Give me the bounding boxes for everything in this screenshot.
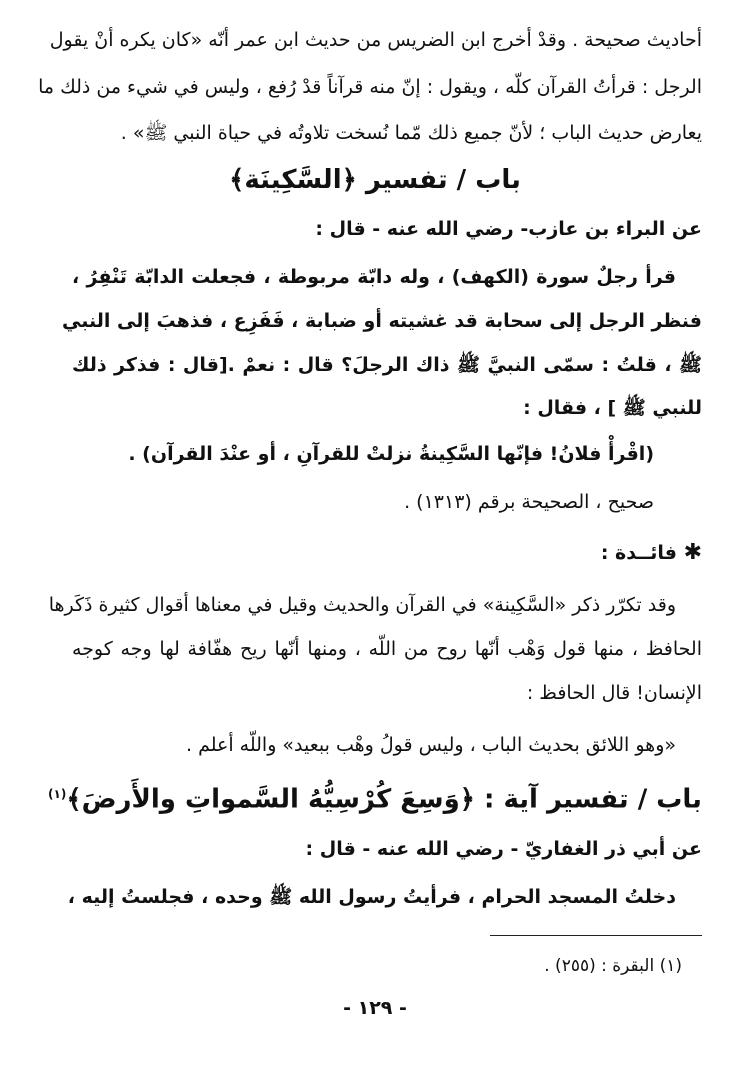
- quote-line: «وهو اللائق بحديث الباب ، وليس قولُ وهْب ببعيد» واللّه أعلم .: [186, 734, 676, 756]
- hadith-quote: (اقْرأْ فلانُ! فإنّها السَّكِينةُ نزلتْ للقرآنِ ، أو عنْدَ القرآن) .: [128, 443, 654, 465]
- star-icon: ✱: [683, 540, 702, 565]
- footnote-divider: [490, 935, 702, 936]
- text-line: الرجل : قرأتُ القرآن كلّه ، ويقول : إنّ منه قرآناً قدْ رُفع ، وليس في شيء من ذلك ما: [38, 76, 702, 98]
- footnote-marker: (١): [48, 787, 67, 801]
- hadith-grading: صحيح ، الصحيحة برقم (١٣١٣) .: [404, 491, 654, 513]
- hadith-text-line: قرأ رجلٌ سورة (الكهف) ، وله دابّة مربوطة ، فجعلت الدابّة تَنْفِرُ ،: [72, 266, 676, 288]
- text-line: الحافظ ، منها قول وَهْب أنّها روح من اللّه ، ومنها أنّها ريح هفّافة لها وجه كوجه: [72, 638, 702, 660]
- benefit-heading-label: فائــدة :: [600, 542, 677, 564]
- chapter-heading-text: باب / تفسير آية : ﴿وَسِعَ كُرْسِيُّهُ السَّمواتِ والأَرضَ﴾: [66, 784, 702, 815]
- hadith-narrator: عن أبي ذر الغفاريّ - رضي الله عنه - قال :: [305, 838, 702, 860]
- text-line: أحاديث صحيحة . وقدْ أخرج ابن الضريس من حديث ابن عمر أنّه «كان يكره أنْ يقول: [49, 29, 702, 51]
- hadith-text-line: دخلتُ المسجد الحرام ، فرأيتُ رسول الله ﷺ وحده ، فجلستُ إليه ،: [67, 886, 676, 908]
- footnote: (١) البقرة : (٢٥٥) .: [544, 956, 682, 976]
- hadith-text-line: للنبي ﷺ ] ، فقال :: [523, 397, 702, 419]
- text-line: الإنسان! قال الحافظ :: [526, 682, 702, 704]
- text-line: يعارض حديث الباب ؛ لأنّ جميع ذلك مّما نُسخت تلاوتُه في حياة النبي ﷺ» .: [120, 122, 702, 144]
- chapter-heading: باب / تفسير ﴿السَّكِينَة﴾: [229, 165, 521, 195]
- text-line: وقد تكرّر ذكر «السَّكِينة» في القرآن والحديث وقيل في معناها أقوال كثيرة ذَكَرها: [48, 594, 676, 616]
- page-number: - ١٢٩ -: [343, 997, 407, 1019]
- hadith-text-line: ﷺ ، قلتُ : سمّى النبيَّ ﷺ ذاك الرجلَ؟ قال : نعمْ .[قال : فذكر ذلك: [72, 354, 702, 376]
- hadith-text-line: فنظر الرجل إلى سحابة قد غشيته أو ضبابة ، فَفَزِع ، فذهبَ إلى النبي: [62, 310, 702, 332]
- chapter-heading: [0, 775, 750, 819]
- hadith-narrator: عن البراء بن عازب- رضي الله عنه - قال :: [315, 218, 702, 240]
- benefit-heading: [601, 538, 702, 568]
